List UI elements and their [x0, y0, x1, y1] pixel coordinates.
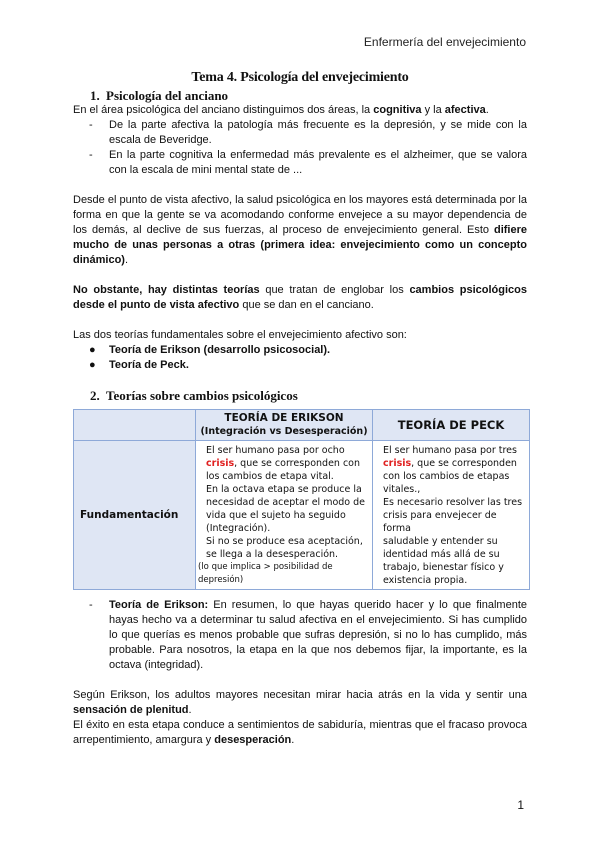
- intro-text: En el área psicológica del anciano distinguimos dos áreas, la: [73, 104, 374, 116]
- depression-note: (lo que implica > posibilidad de depresión): [198, 562, 333, 585]
- list-item-text: En la parte cognitiva la enfermedad más prevalente es el alzheimer, que se valora con la escala de mini mental state de ...: [109, 149, 527, 176]
- page-title: Tema 4. Psicología del envejecimiento: [191, 70, 409, 85]
- paragraph-text: Desde el punto de vista afectivo, la salud psicológica en los mayores está determinada por la forma en que la gente se va acomodando conforme envejece a su mayor dependencia de los demás, al declive de sus fuerzas, al proceso de envejecimiento general. Esto: [73, 194, 527, 236]
- erikson-column-header: [196, 410, 373, 441]
- paragraph-text: Según Erikson, los adultos mayores necesitan mirar hacia atrás en la vida y sentir una: [73, 689, 527, 701]
- paragraph-bold: sensación de plenitud: [73, 704, 189, 716]
- cell-line: El ser humano pasa por tres: [383, 445, 517, 456]
- closing-paragraph-2: [73, 718, 527, 748]
- list-item-text: Teoría de Erikson (desarrollo psicosocial).: [109, 344, 331, 356]
- table-header-row: [74, 410, 530, 441]
- bullet-icon: ●: [89, 344, 96, 356]
- crisis-highlight: crisis: [206, 458, 235, 469]
- table-corner-cell: [74, 410, 196, 441]
- intro-afectiva: afectiva: [444, 104, 486, 116]
- paragraph-end: que se dan en el canciano.: [239, 299, 374, 311]
- paragraph-end: .: [188, 704, 192, 716]
- cell-line: [206, 457, 367, 470]
- page-number: 1: [517, 798, 524, 812]
- list-item-text: Teoría de Peck.: [109, 359, 189, 371]
- bullet-icon: ●: [89, 359, 96, 371]
- table-row: [74, 441, 530, 590]
- theories-table: [73, 409, 530, 590]
- cell-line: trabajo, bienestar físico y: [383, 562, 504, 573]
- cell-line-rest: , que se corresponden: [411, 458, 517, 469]
- cell-line: los cambios de etapa vital.: [206, 471, 334, 482]
- list-item: [73, 118, 527, 148]
- cell-line: El ser humano pasa por ocho: [206, 445, 345, 456]
- section-1-title: Psicología del anciano: [106, 88, 229, 103]
- running-header: Enfermería del envejecimiento: [363, 35, 526, 49]
- cell-line-rest: , que se corresponden con: [234, 458, 361, 469]
- intro-paragraph: [73, 103, 527, 118]
- paragraph-bold: difiere mucho de unas personas a otras (primera idea: envejecimiento como un concepto dinámico): [73, 224, 527, 266]
- paragraph-text: El éxito en esta etapa conduce a sentimientos de sabiduría, mientras que el fracaso provoca arrepentimiento, amargura y: [73, 719, 527, 746]
- cell-line: En la octava etapa se produce la: [206, 484, 362, 495]
- list-item: [73, 343, 527, 358]
- row-label: Fundamentación: [74, 441, 196, 590]
- cell-line: vitales.,: [383, 484, 421, 495]
- cell-line: vida que el sujeto ha seguido: [206, 510, 346, 521]
- dash-marker: -: [89, 119, 93, 131]
- intro-end: .: [485, 104, 489, 116]
- list-item: [73, 598, 527, 673]
- erikson-title: TEORÍA DE ERIKSON: [224, 412, 344, 424]
- cell-line: saludable y entender su: [383, 536, 498, 547]
- summary-text: En resumen, lo que hayas querido hacer y lo que finalmente hayas hecho va a determinar tu salud afectiva en el envejecimiento. Si has cumplido lo que querías es menos probable que sufras depresión, si no lo has cumplido, más probable. Para nosotros, la etapa en la que nos debemos fijar, la importante, es la octava (integridad).: [109, 599, 527, 671]
- peck-cell: [373, 441, 530, 590]
- intro-cognitiva: cognitiva: [373, 104, 422, 116]
- section-2-heading: [90, 388, 527, 403]
- cell-line: Es necesario resolver las tres: [383, 497, 523, 508]
- paragraph-text: que tratan de englobar los: [259, 284, 410, 296]
- erikson-subtitle: (Integración vs Desesperación): [200, 426, 368, 437]
- dash-marker: -: [89, 149, 93, 161]
- fundamental-theories-intro: Las dos teorías fundamentales sobre el envejecimiento afectivo son:: [73, 329, 407, 341]
- cell-line: se llega a la desesperación.: [206, 549, 339, 560]
- affective-paragraph: [73, 193, 527, 268]
- cell-line: Si no se produce esa aceptación,: [206, 536, 363, 547]
- areas-list: [73, 118, 527, 178]
- section-2-number: 2.: [90, 388, 100, 403]
- cell-line: con los cambios de etapas: [383, 471, 510, 482]
- summary-label: Teoría de Erikson:: [109, 599, 209, 611]
- list-item-text: De la parte afectiva la patología más frecuente es la depresión, y se mide con la escala de Beveridge.: [109, 119, 527, 146]
- section-2-title: Teorías sobre cambios psicológicos: [106, 388, 298, 403]
- paragraph-end: .: [124, 254, 129, 266]
- cell-line: crisis para envejecer de forma: [383, 510, 497, 534]
- cell-line: (Integración).: [206, 523, 271, 534]
- page-content: [73, 70, 527, 748]
- theories-paragraph: [73, 283, 527, 313]
- paragraph-end: .: [291, 734, 295, 746]
- paragraph-bold: No obstante, hay distintas teorías: [73, 284, 260, 296]
- dash-marker: -: [89, 599, 93, 611]
- cell-line: necesidad de aceptar el modo de: [206, 497, 366, 508]
- list-item: [73, 358, 527, 373]
- cell-line: identidad más allá de su: [383, 549, 500, 560]
- section-1-heading: [90, 88, 527, 103]
- intro-text-mid: y la: [421, 104, 445, 116]
- erikson-summary-list: [73, 598, 527, 673]
- paragraph-bold: cambios psicológicos desde el punto de vista afectivo: [73, 284, 528, 311]
- peck-column-header: TEORÍA DE PECK: [373, 410, 530, 441]
- cell-line: existencia propia.: [383, 575, 468, 586]
- paragraph-bold: desesperación: [214, 734, 292, 746]
- erikson-cell: [196, 441, 373, 590]
- section-1-number: 1.: [90, 88, 100, 103]
- theories-list: [73, 343, 527, 373]
- closing-paragraph-1: [73, 688, 527, 718]
- crisis-highlight: crisis: [383, 458, 412, 469]
- cell-line: [383, 457, 524, 470]
- list-item: [73, 148, 527, 178]
